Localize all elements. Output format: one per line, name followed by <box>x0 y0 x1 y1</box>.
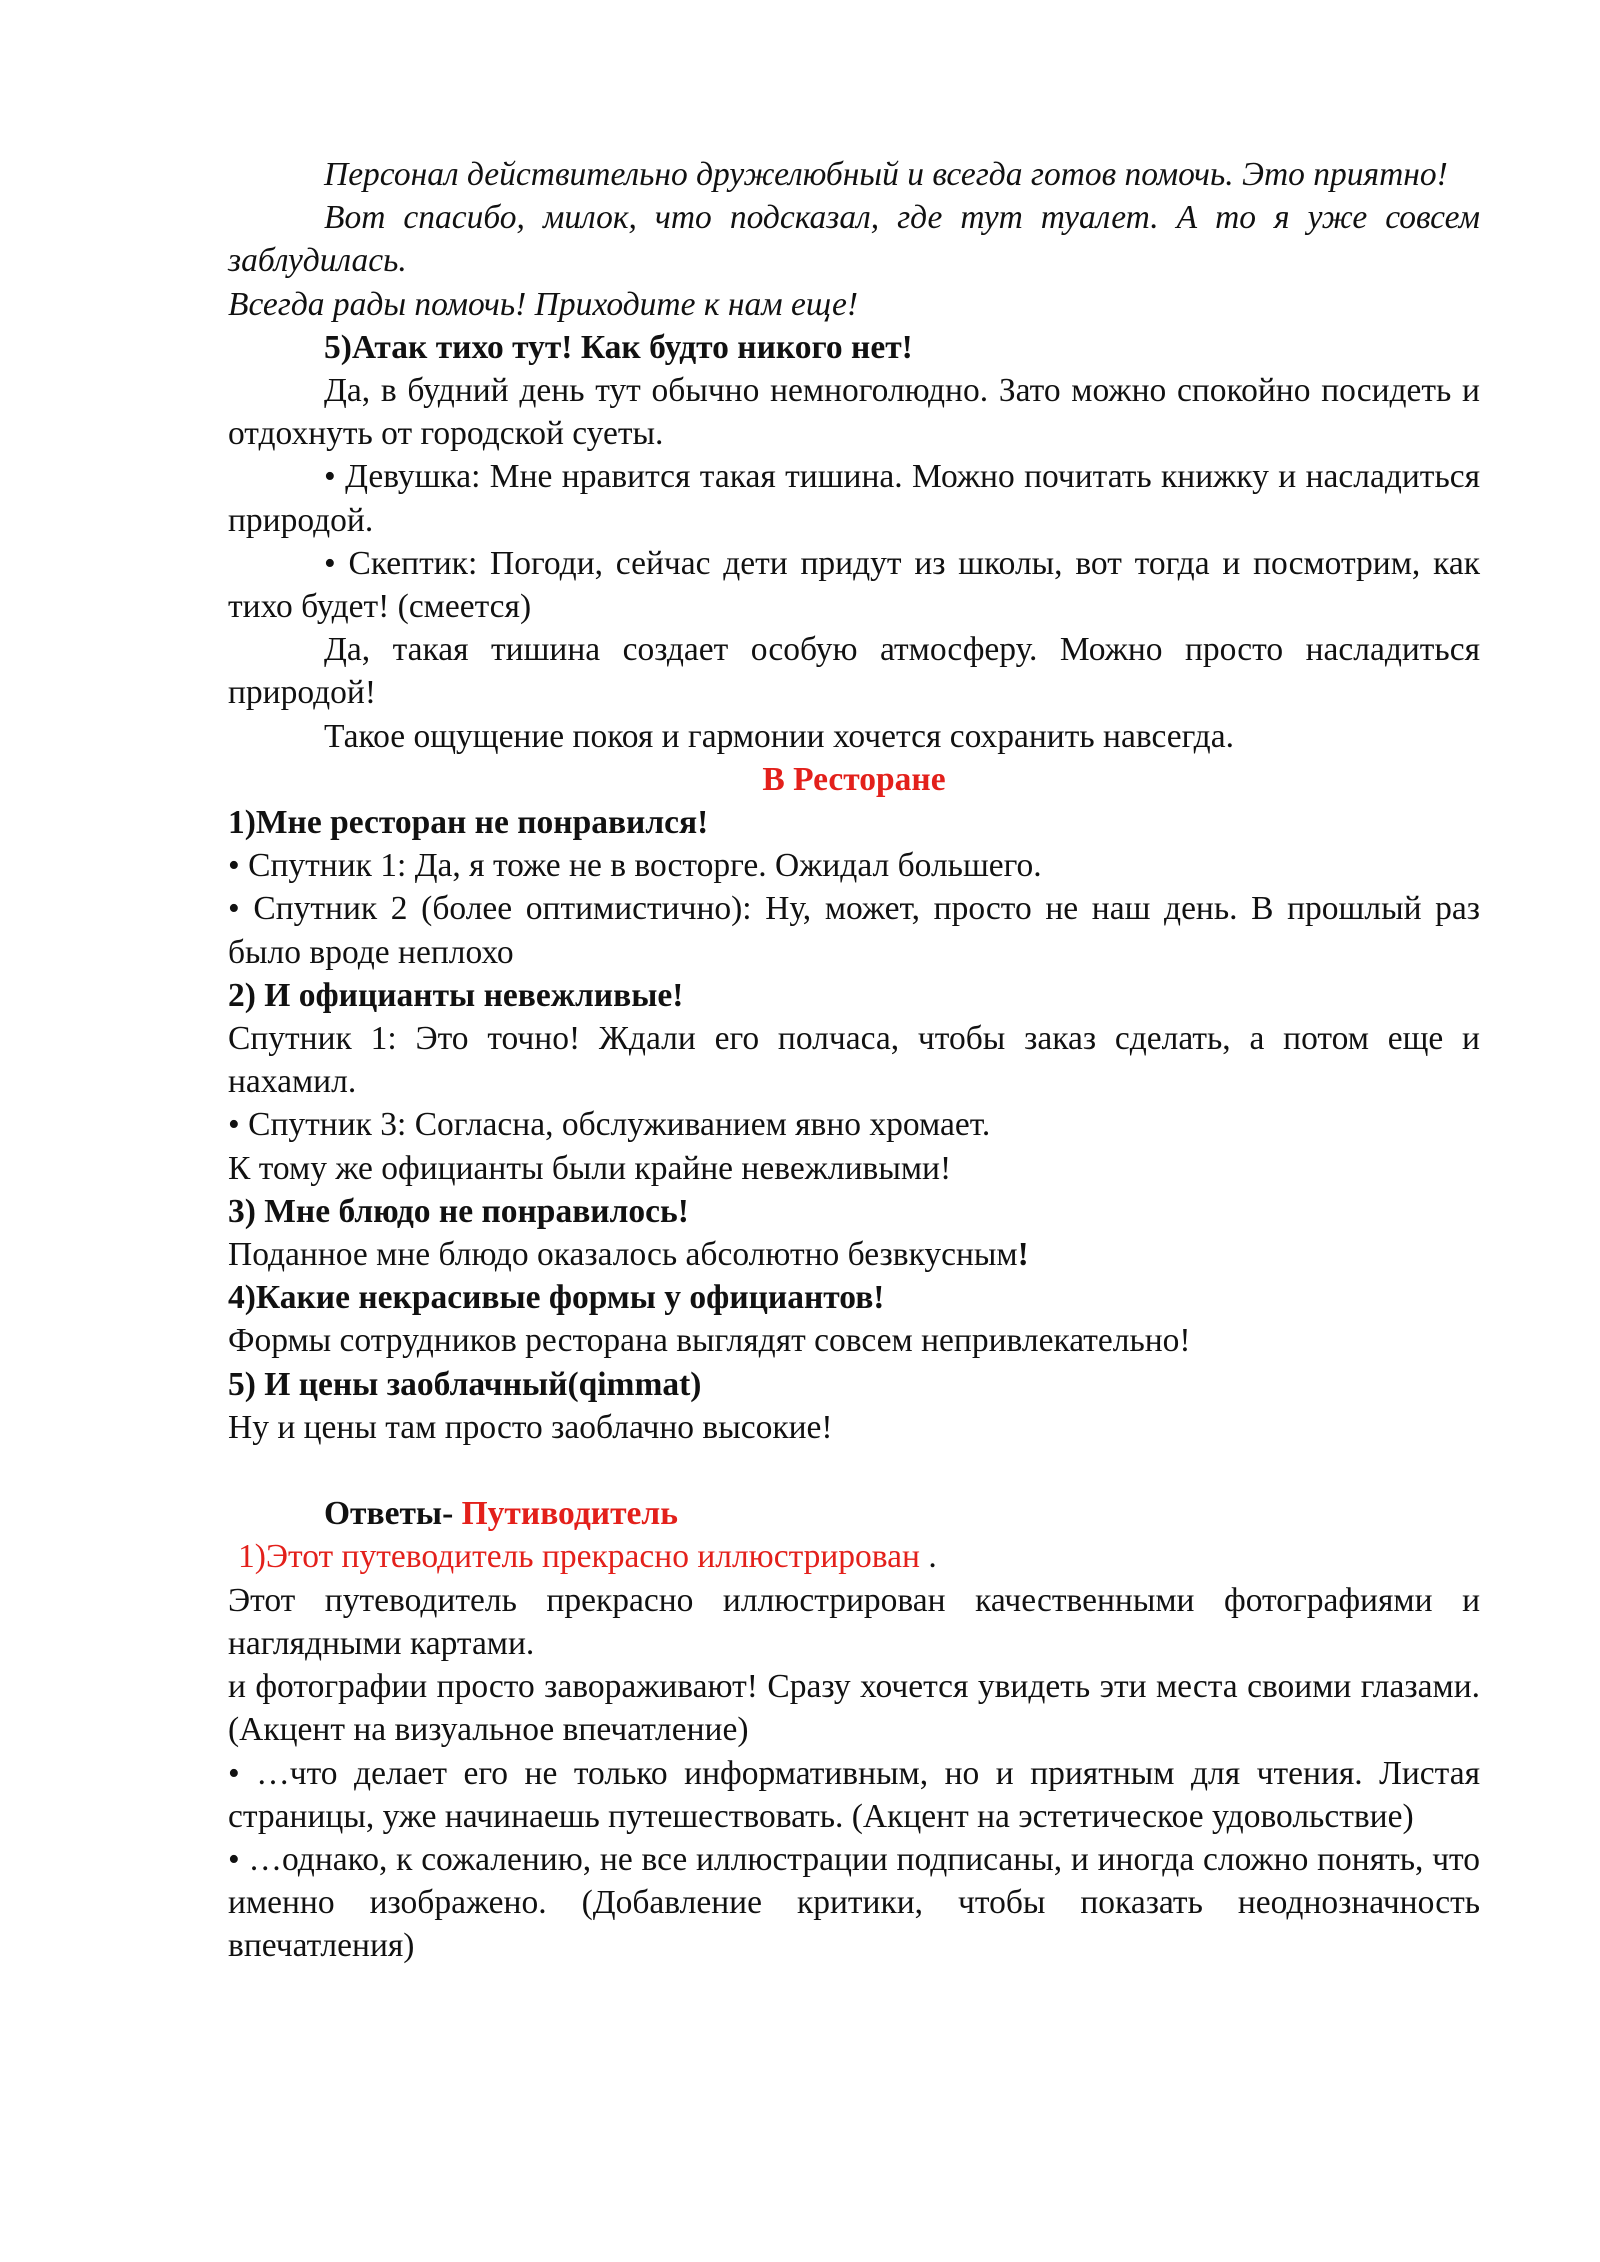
question-heading: 2) И официанты невежливые! <box>228 976 684 1014</box>
bullet-item: • Спутник 2 (более оптимистично): Ну, может, просто не наш день. В прошлый раз было вроде неплохо <box>228 890 1480 971</box>
paragraph: Формы сотрудников ресторана выглядят совсем непривлекательно! <box>228 1322 1191 1360</box>
answer-question-text: 1)Этот путеводитель прекрасно иллюстрирован <box>238 1538 920 1576</box>
paragraph: Ну и цены там просто заоблачно высокие! <box>228 1408 833 1446</box>
question-heading: 4)Какие некрасивые формы у официантов! <box>228 1279 885 1317</box>
paragraph: К тому же официанты были крайне невежливыми! <box>228 1149 952 1187</box>
question-heading: 1)Мне ресторан не понравился! <box>228 804 709 842</box>
paragraph: Персонал действительно дружелюбный и всегда готов помочь. Это приятно! <box>324 156 1448 193</box>
section-heading: 5)Атак тихо тут! Как будто никого нет! <box>324 328 913 366</box>
paragraph: Да, такая тишина создает особую атмосферу. Можно просто насладиться природой! <box>228 631 1480 712</box>
question-heading: 5) И цены заоблачный(qimmat) <box>228 1365 702 1403</box>
paragraph <box>228 1233 1480 1276</box>
bullet-item: • …однако, к сожалению, не все иллюстрации подписаны, и иногда сложно понять, что именно изображено. (Добавление критики, чтобы показать неоднозначность впечатления) <box>228 1840 1480 1965</box>
paragraph: Такое ощущение покоя и гармонии хочется сохранить навсегда. <box>324 717 1234 755</box>
answer-question <box>228 1535 1480 1578</box>
blank-line <box>228 1449 1480 1492</box>
bullet-item: • Скептик: Погоди, сейчас дети придут из школы, вот тогда и посмотрим, как тихо будет! (смеется) <box>228 544 1480 626</box>
bullet-item: • …что делает его не только информативным, но и приятным для чтения. Листая страницы, уже начинаешь путешествовать. (Акцент на эстетическое удовольствие) <box>228 1754 1480 1835</box>
paragraph-text: Поданное мне блюдо оказалось абсолютно безвкусным <box>228 1236 1018 1274</box>
paragraph: и фотографии просто завораживают! Сразу хочется увидеть эти места своими глазами. (Акцент на визуальное впечатление) <box>228 1668 1480 1749</box>
paragraph: Всегда рады помочь! Приходите к нам еще! <box>228 285 859 323</box>
bullet-item: • Девушка: Мне нравится такая тишина. Можно почитать книжку и насладиться природой. <box>228 458 1480 539</box>
answers-heading <box>228 1492 1480 1535</box>
answers-label: Ответы- <box>324 1495 462 1533</box>
question-heading: 3) Мне блюдо не понравилось! <box>228 1192 689 1230</box>
answer-question-tail: . <box>919 1538 937 1576</box>
section-title: В Ресторане <box>762 760 946 798</box>
paragraph: Этот путеводитель прекрасно иллюстрирован качественными фотографиями и наглядными картами. <box>228 1581 1480 1662</box>
answers-topic: Путиводитель <box>461 1495 678 1533</box>
bullet-item: • Спутник 1: Да, я тоже не в восторге. Ожидал большего. <box>228 847 1042 885</box>
bullet-item: • Спутник 3: Согласна, обслуживанием явно хромает. <box>228 1106 991 1144</box>
paragraph: Вот спасибо, милок, что подсказал, где тут туалет. А то я уже совсем заблудилась. <box>228 199 1480 280</box>
exclamation-mark: ! <box>1017 1236 1029 1274</box>
paragraph: Да, в будний день тут обычно немноголюдно. Зато можно спокойно посидеть и отдохнуть от городской суеты. <box>228 372 1480 453</box>
document-page <box>228 153 1480 1968</box>
paragraph: Спутник 1: Это точно! Ждали его полчаса, чтобы заказ сделать, а потом еще и нахамил. <box>228 1020 1480 1101</box>
